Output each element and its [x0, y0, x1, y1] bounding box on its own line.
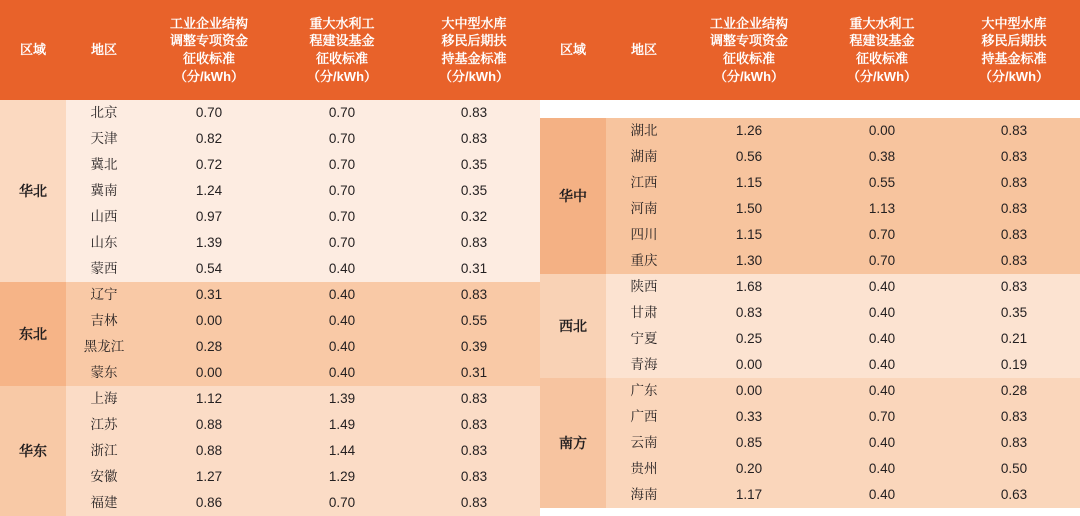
- value-cell-v2: 0.40: [816, 352, 948, 378]
- value-cell-v3: 0.83: [408, 464, 540, 490]
- value-cell-v3: 0.83: [948, 274, 1080, 300]
- value-cell-v3: 0.83: [948, 430, 1080, 456]
- value-cell-v2: 1.29: [276, 464, 408, 490]
- value-cell-v1: 0.00: [682, 378, 816, 404]
- value-cell-v3: 0.83: [948, 248, 1080, 274]
- header-line: 大中型水库: [441, 15, 507, 31]
- value-cell-v2: 0.70: [276, 152, 408, 178]
- value-cell-v3: 0.83: [408, 386, 540, 412]
- value-cell-v1: 0.28: [142, 334, 276, 360]
- value-cell-v2: 1.49: [276, 412, 408, 438]
- table-row: [0, 230, 540, 256]
- value-cell-v1: 1.15: [682, 222, 816, 248]
- header-line: （分/kWh）: [846, 68, 918, 84]
- table-row: [540, 196, 1080, 222]
- header-line: 程建设基金: [849, 33, 915, 49]
- header-line: 程建设基金: [309, 33, 375, 49]
- value-cell-v3: 0.31: [408, 256, 540, 282]
- area-cell: 甘肃: [606, 300, 682, 326]
- value-cell-v1: 0.86: [142, 490, 276, 516]
- region-cell-huabei: 华北: [0, 100, 66, 282]
- value-cell-v2: 1.39: [276, 386, 408, 412]
- header-region: 区域: [540, 0, 606, 100]
- header-area: 地区: [606, 0, 682, 100]
- value-cell-v1: 0.31: [142, 282, 276, 308]
- value-cell-v2: 0.40: [816, 430, 948, 456]
- area-cell: 上海: [66, 386, 142, 412]
- area-cell: 蒙东: [66, 360, 142, 386]
- value-cell-v1: 0.00: [142, 360, 276, 386]
- value-cell-v3: 0.83: [408, 412, 540, 438]
- value-cell-v2: 0.70: [276, 490, 408, 516]
- value-cell-v3: 0.35: [408, 178, 540, 204]
- area-cell: 四川: [606, 222, 682, 248]
- area-cell: 青海: [606, 352, 682, 378]
- value-cell-v3: 0.83: [408, 230, 540, 256]
- value-cell-v1: 1.50: [682, 196, 816, 222]
- right-table-head: [540, 0, 1080, 100]
- header-reservoir-resettlement-fund: [948, 0, 1080, 100]
- table-row: [0, 464, 540, 490]
- value-cell-v3: 0.32: [408, 204, 540, 230]
- value-cell-v1: 0.56: [682, 144, 816, 170]
- area-cell: 山东: [66, 230, 142, 256]
- value-cell-v2: 0.70: [276, 100, 408, 126]
- table-row: [540, 274, 1080, 300]
- table-row: [540, 456, 1080, 482]
- value-cell-v2: 0.40: [816, 326, 948, 352]
- table-row: [540, 300, 1080, 326]
- value-cell-v3: 0.83: [408, 490, 540, 516]
- table-row: [0, 360, 540, 386]
- value-cell-v3: 0.83: [948, 222, 1080, 248]
- area-cell: 陕西: [606, 274, 682, 300]
- value-cell-v1: 0.83: [682, 300, 816, 326]
- area-cell: 云南: [606, 430, 682, 456]
- right-table-panel: [540, 0, 1080, 502]
- value-cell-v3: 0.83: [408, 100, 540, 126]
- value-cell-v1: 0.54: [142, 256, 276, 282]
- table-row: [540, 352, 1080, 378]
- value-cell-v3: 0.83: [408, 438, 540, 464]
- header-area: 地区: [66, 0, 142, 100]
- table-row: [0, 308, 540, 334]
- header-line: 征收标准: [315, 51, 368, 66]
- area-cell: 宁夏: [606, 326, 682, 352]
- value-cell-v1: 0.85: [682, 430, 816, 456]
- header-line: 移民后期扶: [981, 33, 1047, 49]
- value-cell-v2: 0.40: [276, 282, 408, 308]
- header-row: [0, 0, 540, 100]
- value-cell-v1: 0.97: [142, 204, 276, 230]
- header-reservoir-resettlement-fund: [408, 0, 540, 100]
- value-cell-v2: 1.13: [816, 196, 948, 222]
- value-cell-v3: 0.31: [408, 360, 540, 386]
- value-cell-v2: 0.40: [276, 308, 408, 334]
- value-cell-v2: 0.38: [816, 144, 948, 170]
- region-cell-dongbei: 东北: [0, 282, 66, 386]
- header-line: 调整专项资金: [169, 33, 248, 49]
- region-cell-huazhong: 华中: [540, 118, 606, 274]
- area-cell: 江西: [606, 170, 682, 196]
- value-cell-v3: 0.50: [948, 456, 1080, 482]
- value-cell-v3: 0.83: [948, 196, 1080, 222]
- area-cell: 贵州: [606, 456, 682, 482]
- area-cell: 天津: [66, 126, 142, 152]
- header-line: 征收标准: [722, 51, 775, 66]
- header-line: 大中型水库: [981, 15, 1047, 31]
- value-cell-v1: 0.70: [142, 100, 276, 126]
- header-line: （分/kWh）: [306, 68, 378, 84]
- value-cell-v2: 0.70: [276, 204, 408, 230]
- table-row: [0, 412, 540, 438]
- value-cell-v1: 0.88: [142, 438, 276, 464]
- header-line: 重大水利工: [849, 15, 915, 31]
- table-row: [0, 282, 540, 308]
- value-cell-v2: 0.55: [816, 170, 948, 196]
- header-industrial-fund: [682, 0, 816, 100]
- value-cell-v1: 0.20: [682, 456, 816, 482]
- table-row: [0, 100, 540, 126]
- header-water-project-fund: [276, 0, 408, 100]
- table-row: [540, 222, 1080, 248]
- area-cell: 海南: [606, 482, 682, 508]
- header-water-project-fund: [816, 0, 948, 100]
- value-cell-v3: 0.83: [408, 282, 540, 308]
- table-row: [540, 170, 1080, 196]
- table-row: [540, 118, 1080, 144]
- table-row: [0, 204, 540, 230]
- value-cell-v2: 0.70: [276, 178, 408, 204]
- spacer-cell: [540, 100, 1080, 118]
- area-cell: 辽宁: [66, 282, 142, 308]
- value-cell-v2: 0.40: [276, 256, 408, 282]
- value-cell-v2: 0.40: [276, 334, 408, 360]
- value-cell-v3: 0.83: [948, 404, 1080, 430]
- table-row: [540, 482, 1080, 508]
- header-line: 重大水利工: [309, 15, 375, 31]
- value-cell-v1: 1.17: [682, 482, 816, 508]
- area-cell: 冀北: [66, 152, 142, 178]
- area-cell: 山西: [66, 204, 142, 230]
- value-cell-v1: 1.68: [682, 274, 816, 300]
- left-table-body: [0, 100, 540, 516]
- area-cell: 浙江: [66, 438, 142, 464]
- header-line: 征收标准: [855, 51, 908, 66]
- header-line: 移民后期扶: [441, 33, 507, 49]
- value-cell-v2: 0.70: [816, 248, 948, 274]
- header-line: （分/kWh）: [438, 68, 510, 84]
- header-line: 持基金标准: [441, 51, 507, 66]
- value-cell-v3: 0.35: [408, 152, 540, 178]
- value-cell-v1: 1.26: [682, 118, 816, 144]
- table-row: [0, 334, 540, 360]
- table-row: [540, 430, 1080, 456]
- area-cell: 吉林: [66, 308, 142, 334]
- table-row: [540, 248, 1080, 274]
- value-cell-v2: 0.40: [816, 456, 948, 482]
- value-cell-v2: 0.70: [816, 222, 948, 248]
- value-cell-v3: 0.83: [408, 126, 540, 152]
- left-table-panel: [0, 0, 540, 510]
- value-cell-v3: 0.21: [948, 326, 1080, 352]
- value-cell-v1: 1.15: [682, 170, 816, 196]
- area-cell: 广西: [606, 404, 682, 430]
- table-row: [0, 152, 540, 178]
- table-row: [540, 144, 1080, 170]
- value-cell-v3: 0.63: [948, 482, 1080, 508]
- region-cell-huadong: 华东: [0, 386, 66, 516]
- table-row: [540, 326, 1080, 352]
- table-row: [540, 378, 1080, 404]
- value-cell-v1: 0.33: [682, 404, 816, 430]
- value-cell-v1: 1.39: [142, 230, 276, 256]
- value-cell-v2: 1.44: [276, 438, 408, 464]
- value-cell-v3: 0.19: [948, 352, 1080, 378]
- value-cell-v1: 0.72: [142, 152, 276, 178]
- region-cell-xibei: 西北: [540, 274, 606, 378]
- value-cell-v1: 1.30: [682, 248, 816, 274]
- area-cell: 河南: [606, 196, 682, 222]
- area-cell: 黑龙江: [66, 334, 142, 360]
- value-cell-v2: 0.70: [276, 126, 408, 152]
- table-row: [540, 404, 1080, 430]
- value-cell-v2: 0.40: [276, 360, 408, 386]
- area-cell: 安徽: [66, 464, 142, 490]
- value-cell-v3: 0.83: [948, 144, 1080, 170]
- area-cell: 北京: [66, 100, 142, 126]
- area-cell: 重庆: [606, 248, 682, 274]
- right-table: [540, 0, 1080, 508]
- value-cell-v1: 1.27: [142, 464, 276, 490]
- right-table-body: [540, 100, 1080, 508]
- table-row: [0, 126, 540, 152]
- area-cell: 蒙西: [66, 256, 142, 282]
- value-cell-v1: 0.25: [682, 326, 816, 352]
- table-row: [0, 490, 540, 516]
- value-cell-v2: 0.70: [816, 404, 948, 430]
- value-cell-v3: 0.28: [948, 378, 1080, 404]
- value-cell-v2: 0.40: [816, 274, 948, 300]
- value-cell-v3: 0.83: [948, 118, 1080, 144]
- area-cell: 冀南: [66, 178, 142, 204]
- header-line: （分/kWh）: [713, 68, 785, 84]
- header-industrial-fund: [142, 0, 276, 100]
- value-cell-v1: 0.00: [682, 352, 816, 378]
- value-cell-v1: 0.88: [142, 412, 276, 438]
- value-cell-v1: 0.82: [142, 126, 276, 152]
- spacer-row: [540, 100, 1080, 118]
- header-line: （分/kWh）: [173, 68, 245, 84]
- header-line: （分/kWh）: [978, 68, 1050, 84]
- value-cell-v3: 0.83: [948, 170, 1080, 196]
- area-cell: 湖北: [606, 118, 682, 144]
- header-line: 工业企业结构: [709, 15, 788, 31]
- table-row: [0, 178, 540, 204]
- header-line: 持基金标准: [981, 51, 1047, 66]
- value-cell-v3: 0.55: [408, 308, 540, 334]
- area-cell: 江苏: [66, 412, 142, 438]
- value-cell-v2: 0.40: [816, 378, 948, 404]
- value-cell-v3: 0.39: [408, 334, 540, 360]
- value-cell-v1: 1.24: [142, 178, 276, 204]
- table-row: [0, 438, 540, 464]
- header-region: 区域: [0, 0, 66, 100]
- header-line: 征收标准: [182, 51, 235, 66]
- left-table-head: [0, 0, 540, 100]
- value-cell-v1: 0.00: [142, 308, 276, 334]
- table-row: [0, 256, 540, 282]
- value-cell-v2: 0.00: [816, 118, 948, 144]
- value-cell-v2: 0.40: [816, 482, 948, 508]
- header-row: [540, 0, 1080, 100]
- header-line: 调整专项资金: [709, 33, 788, 49]
- area-cell: 广东: [606, 378, 682, 404]
- header-line: 工业企业结构: [169, 15, 248, 31]
- value-cell-v2: 0.70: [276, 230, 408, 256]
- value-cell-v1: 1.12: [142, 386, 276, 412]
- table-row: [0, 386, 540, 412]
- value-cell-v3: 0.35: [948, 300, 1080, 326]
- value-cell-v2: 0.40: [816, 300, 948, 326]
- area-cell: 福建: [66, 490, 142, 516]
- area-cell: 湖南: [606, 144, 682, 170]
- region-cell-nanfang: 南方: [540, 378, 606, 508]
